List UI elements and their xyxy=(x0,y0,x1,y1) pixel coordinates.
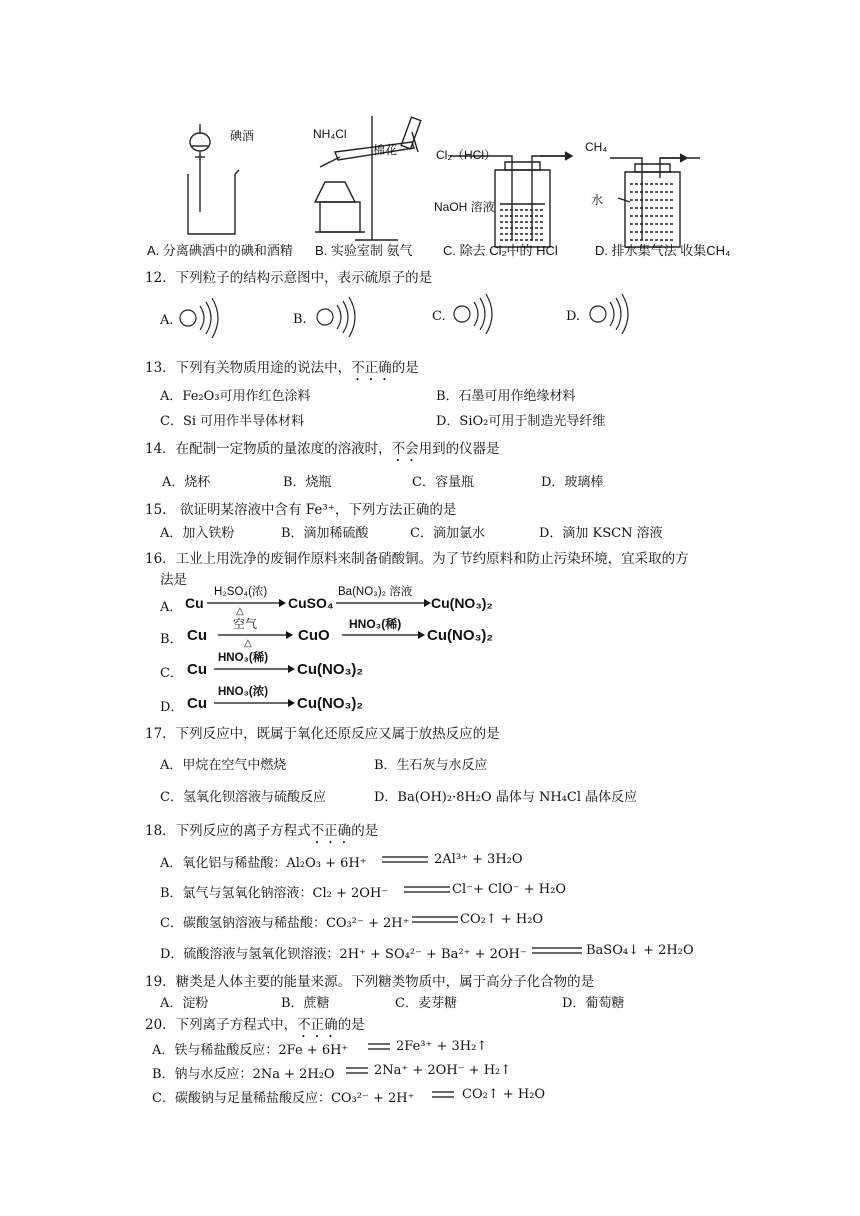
equals-sign-icon xyxy=(346,1066,368,1076)
q18-d-lhs: D．硫酸溶液与氢氧化钡溶液：2H⁺ + SO₄²⁻ + Ba²⁺ + 2OH⁻ xyxy=(160,947,527,962)
q18-stem-emphasis: 不正确 xyxy=(310,823,352,839)
atom-diagram-a-icon xyxy=(180,298,218,338)
q11-option-b: B. 实验室制 氨气 xyxy=(315,243,413,258)
q16-stem-line1: 16．工业上用洗净的废铜作原料来制备硝酸铜。为了节约原料和防止污染环境，宜采取的方 xyxy=(145,551,689,567)
beaker-icon xyxy=(188,170,239,234)
arrow-icon xyxy=(218,630,294,640)
q16-b-arrow1-top: 空气 xyxy=(233,617,258,631)
q16-d-arrow1-top: HNO₃(浓) xyxy=(218,686,269,698)
q16-a-start: Cu xyxy=(185,595,204,611)
label-naoh: NaOH 溶液 xyxy=(434,200,495,214)
arrow-icon xyxy=(214,698,296,708)
q16-d-start: Cu xyxy=(187,695,207,712)
q16-c-arrow1-top: HNO₃(稀) xyxy=(218,652,269,664)
q15-stem: 15． 欲证明某溶液中含有 Fe³⁺，下列方法正确的是 xyxy=(145,502,457,518)
q16-a-arrow1-bottom: △ xyxy=(236,606,244,617)
q17-option-a: A．甲烷在空气中燃烧 xyxy=(160,758,287,773)
q12-option-b: B. xyxy=(293,312,307,327)
atom-diagram-b-icon xyxy=(317,297,355,337)
arrow-icon xyxy=(207,598,287,608)
q16-b-start: Cu xyxy=(187,627,207,644)
q14-option-b: B．烧瓶 xyxy=(283,475,332,490)
q11-option-a: A. 分离碘酒中的碘和酒精 xyxy=(147,243,293,258)
q18-d-rhs: BaSO₄↓ + 2H₂O xyxy=(586,943,694,958)
q18-a-rhs: 2Al³⁺ + 3H₂O xyxy=(434,852,523,867)
q19-option-d: D．葡萄糖 xyxy=(562,996,625,1011)
q20-c-lhs: C．碳酸钠与足量稀盐酸反应：CO₃²⁻ + 2H⁺ xyxy=(152,1091,415,1106)
q20-a-rhs: 2Fe³⁺ + 3H₂↑ xyxy=(396,1039,488,1054)
arrow-icon xyxy=(214,664,296,674)
q13-stem-post: 的是 xyxy=(391,360,419,376)
q20-stem-emphasis: 不正确 xyxy=(297,1017,338,1033)
q14-stem-pre: 14．在配制一定物质的量浓度的溶液时， xyxy=(145,441,392,457)
q11-option-d: D. 排水集气法 收集CH₄ xyxy=(595,243,731,258)
q20-b-rhs: 2Na⁺ + 2OH⁻ + H₂↑ xyxy=(374,1063,512,1078)
q20-stem xyxy=(145,1013,365,1041)
q16-b-mid: CuO xyxy=(298,627,330,644)
q18-stem xyxy=(145,819,378,847)
q16-stem-line2: 法是 xyxy=(160,572,187,588)
q18-b-rhs: Cl⁻+ ClO⁻ + H₂O xyxy=(452,882,566,897)
q16-b-arrow1-bottom: △ xyxy=(244,638,252,649)
q16-a-arrow1-top: H₂SO₄(浓) xyxy=(214,586,268,598)
q18-stem-post: 的是 xyxy=(351,823,379,839)
q16-option-d-label: D． xyxy=(160,700,184,715)
q20-stem-pre: 20．下列离子方程式中， xyxy=(145,1017,298,1033)
atom-structure-diagrams xyxy=(170,292,810,342)
q17-option-d: D．Ba(OH)₂·8H₂O 晶体与 NH₄Cl 晶体反应 xyxy=(374,790,638,805)
q13-option-a: A．Fe₂O₃可用作红色涂料 xyxy=(160,389,311,404)
separatory-funnel-icon xyxy=(190,124,210,212)
q19-option-b: B．蔗糖 xyxy=(281,996,330,1011)
q13-stem xyxy=(145,356,419,384)
water-collection-bottle-icon xyxy=(610,154,700,247)
q20-c-rhs: CO₂↑ + H₂O xyxy=(462,1087,546,1102)
q18-a-lhs: A．氧化铝与稀盐酸：Al₂O₃ + 6H⁺ xyxy=(160,856,367,871)
label-ch4: CH₄ xyxy=(585,140,608,154)
equals-sign-icon xyxy=(404,885,450,895)
q12-option-a: A. xyxy=(160,313,174,328)
q20-a-lhs: A．铁与稀盐酸反应：2Fe + 6H⁺ xyxy=(152,1043,349,1058)
arrow-icon xyxy=(342,630,426,640)
q12-stem: 12．下列粒子的结构示意图中，表示硫原子的是 xyxy=(145,270,433,286)
q17-stem: 17．下列反应中，既属于氧化还原反应又属于放热反应的是 xyxy=(145,726,500,742)
equals-sign-icon xyxy=(532,946,582,956)
label-iodine: 碘酒 xyxy=(230,129,255,143)
q14-option-c: C．容量瓶 xyxy=(412,475,474,490)
q18-c-lhs: C．碳酸氢钠溶液与稀盐酸：CO₃²⁻ + 2H⁺ xyxy=(160,916,410,931)
q17-option-c: C．氢氧化钡溶液与硫酸反应 xyxy=(160,790,326,805)
q13-stem-emphasis: 不正确 xyxy=(351,360,392,376)
q16-c-end: Cu(NO₃)₂ xyxy=(297,661,364,678)
q15-option-b: B．滴加稀硫酸 xyxy=(281,526,369,541)
q13-stem-pre: 13．下列有关物质用途的说法中， xyxy=(145,360,352,376)
q20-b-lhs: B．钠与水反应：2Na + 2H₂O xyxy=(152,1067,335,1082)
q15-option-a: A．加入铁粉 xyxy=(160,526,235,541)
q15-option-c: C．滴加氯水 xyxy=(410,526,485,541)
q20-stem-post: 的是 xyxy=(337,1017,365,1033)
q13-option-d: D．SiO₂可用于制造光导纤维 xyxy=(436,414,606,429)
q16-b-arrow2-top: HNO₃(稀) xyxy=(349,617,402,631)
atom-diagram-c-icon xyxy=(454,294,492,334)
q17-option-b: B．生石灰与水反应 xyxy=(374,758,488,773)
q16-a-mid: CuSO₄ xyxy=(288,595,334,611)
q14-option-d: D．玻璃棒 xyxy=(541,475,604,490)
q12-option-d: D. xyxy=(566,309,581,324)
q16-c-start: Cu xyxy=(187,661,207,678)
atom-diagram-d-icon xyxy=(590,294,628,334)
equals-sign-icon xyxy=(412,915,458,925)
q19-option-c: C．麦芽糖 xyxy=(395,996,457,1011)
q16-option-b-label: B． xyxy=(160,632,183,647)
q18-stem-pre: 18．下列反应的离子方程式 xyxy=(145,823,311,839)
q19-stem: 19．糖类是人体主要的能量来源。下列糖类物质中，属于高分子化合物的是 xyxy=(145,974,595,990)
q14-option-a: A．烧杯 xyxy=(162,475,211,490)
q13-option-c: C．Si 可用作半导体材料 xyxy=(160,414,305,429)
label-water: 水 xyxy=(591,193,604,207)
q11-option-c: C. 除去 Cl₂中的 HCl xyxy=(443,243,558,258)
q14-stem-emphasis: 不会 xyxy=(391,441,419,457)
q16-option-c-label: C． xyxy=(160,666,183,681)
q15-option-d: D．滴加 KSCN 溶液 xyxy=(539,526,663,541)
q16-option-a-label: A． xyxy=(160,600,183,615)
equals-sign-icon xyxy=(382,855,428,865)
label-cotton: 棉花 xyxy=(373,143,398,157)
q12-option-c: C. xyxy=(432,309,446,324)
q16-d-end: Cu(NO₃)₂ xyxy=(297,695,364,712)
equals-sign-icon xyxy=(368,1042,390,1052)
q16-a-arrow2-top: Ba(NO₃)₂ 溶液 xyxy=(338,586,413,598)
q19-option-a: A．淀粉 xyxy=(160,996,209,1011)
q16-a-end: Cu(NO₃)₂ xyxy=(431,595,493,611)
q13-option-b: B．石墨可用作绝缘材料 xyxy=(436,389,576,404)
q18-c-rhs: CO₂↑ + H₂O xyxy=(460,912,544,927)
q16-b-end: Cu(NO₃)₂ xyxy=(427,627,494,644)
arrow-icon xyxy=(336,598,432,608)
label-nh4cl: NH₄Cl xyxy=(313,127,347,141)
q14-stem xyxy=(145,437,500,465)
q14-stem-post: 用到的仪器是 xyxy=(418,441,500,457)
equals-sign-icon xyxy=(432,1090,454,1100)
q18-b-lhs: B．氯气与氢氧化钠溶液：Cl₂ + 2OH⁻ xyxy=(160,886,389,901)
label-cl2: Cl₂（HCl） xyxy=(436,148,496,162)
